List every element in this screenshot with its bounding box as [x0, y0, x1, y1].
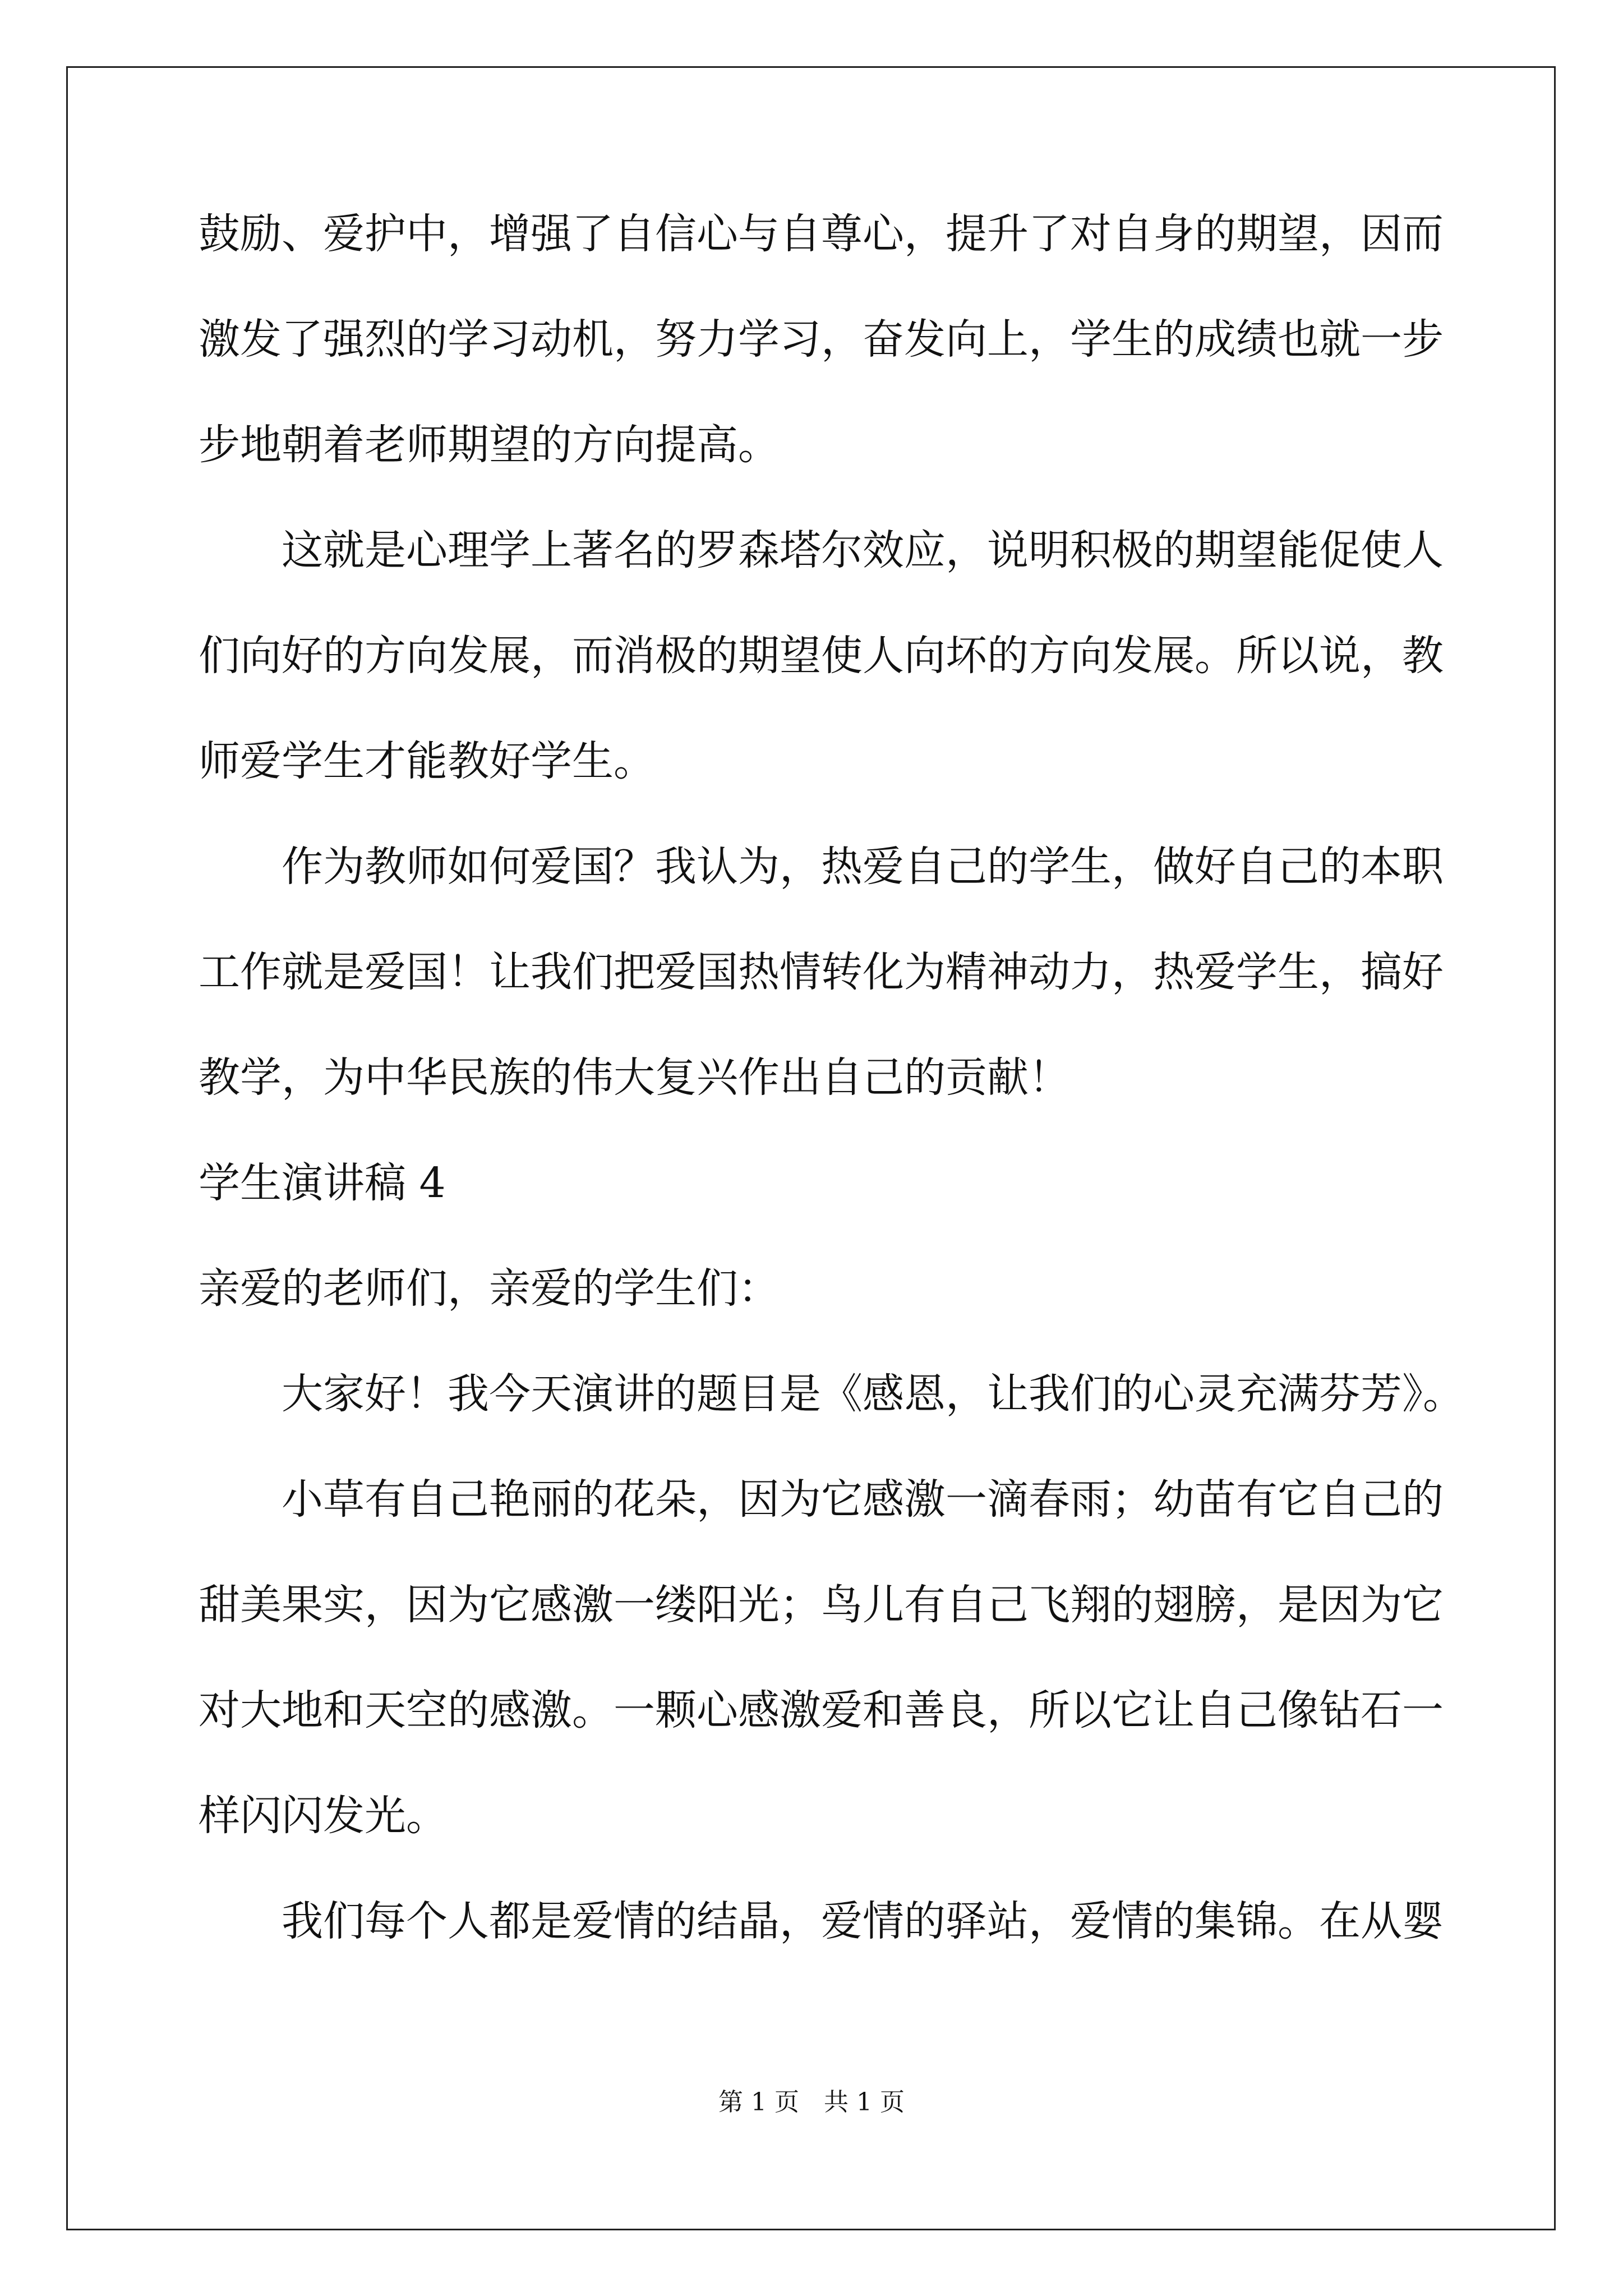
salutation: 亲爱的老师们，亲爱的学生们： [199, 1264, 780, 1313]
body-line: 步地朝着老师期望的方向提高。 [199, 421, 780, 469]
body-line: 激发了强烈的学习动机，努力学习，奋发向上，学生的成绩也就一步 [199, 315, 1444, 364]
body-line: 们向好的方向发展，而消极的期望使人向坏的方向发展。所以说，教 [199, 632, 1444, 680]
body-line: 甜美果实，因为它感激一缕阳光；鸟儿有自己飞翔的翅膀，是因为它 [199, 1581, 1444, 1629]
body-line: 对大地和天空的感激。一颗心感激爱和善良，所以它让自己像钻石一 [199, 1686, 1444, 1734]
section-heading: 学生演讲稿 4 [199, 1159, 446, 1207]
body-line: 作为教师如何爱国？我认为，热爱自己的学生，做好自己的本职 [282, 843, 1444, 891]
body-line: 我们每个人都是爱情的结晶，爱情的驿站，爱情的集锦。在从婴 [282, 1897, 1444, 1945]
body-line: 这就是心理学上著名的罗森塔尔效应，说明积极的期望能促使人 [282, 526, 1444, 574]
body-line: 鼓励、爱护中，增强了自信心与自尊心，提升了对自身的期望，因而 [199, 210, 1444, 258]
body-line: 工作就是爱国！让我们把爱国热情转化为精神动力，热爱学生，搞好 [199, 948, 1444, 996]
body-line: 教学，为中华民族的伟大复兴作出自己的贡献！ [199, 1053, 1070, 1102]
body-line: 样闪闪发光。 [199, 1792, 448, 1840]
body-line: 大家好！我今天演讲的题目是《感恩，让我们的心灵充满芬芳》。 [282, 1370, 1464, 1418]
page-footer: 第 1 页 共 1 页 [718, 2088, 905, 2116]
body-line: 小草有自己艳丽的花朵，因为它感激一滴春雨；幼苗有它自己的 [282, 1475, 1444, 1524]
body-line: 师爱学生才能教好学生。 [199, 737, 655, 785]
